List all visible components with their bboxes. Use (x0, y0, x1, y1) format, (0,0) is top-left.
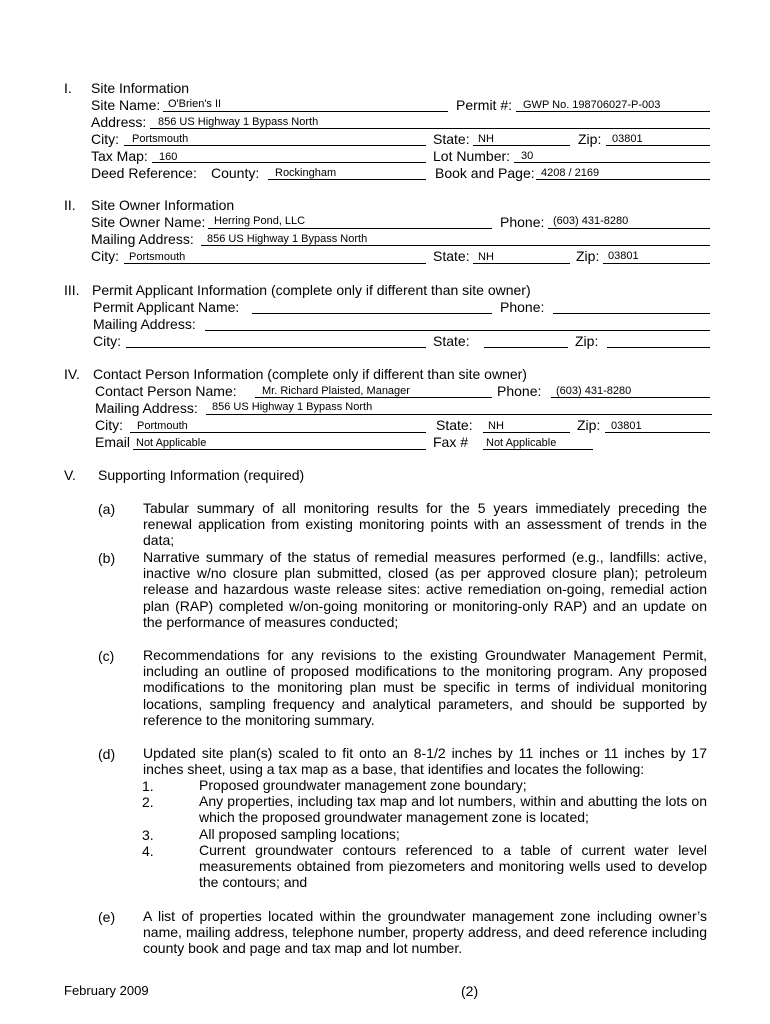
address-field[interactable]: 856 US Highway 1 Bypass North (158, 116, 319, 128)
applicant-zip-line[interactable] (607, 347, 710, 348)
applicant-phone-line[interactable] (553, 313, 710, 314)
city-label: City: (91, 131, 119, 147)
state-label: State: (433, 131, 470, 147)
applicant-city-label: City: (93, 333, 121, 349)
address-line (150, 128, 710, 129)
section-heading: Contact Person Information (complete only if different than site owner) (93, 366, 527, 382)
applicant-state-line[interactable] (484, 347, 568, 348)
owner-phone-field[interactable]: (603) 431-8280 (553, 215, 629, 227)
county-line (268, 179, 426, 180)
item-label: (e) (98, 909, 116, 925)
book-label: Book and Page: (435, 165, 535, 181)
owner-city-line (124, 263, 426, 264)
owner-state-line (473, 263, 570, 264)
zip-line (606, 145, 710, 146)
permit-label: Permit #: (456, 97, 513, 113)
owner-name-line (208, 228, 492, 229)
tax-map-line (152, 162, 426, 163)
zip-label: Zip: (578, 131, 602, 147)
owner-zip-field[interactable]: 03801 (608, 250, 639, 262)
subitem-text: Current groundwater contours referenced to a table of current water level measurements obtained from piezometers and monitoring wells used to develop the contours; and (199, 842, 707, 891)
owner-state-field[interactable]: NH (478, 251, 494, 263)
contact-phone-line (551, 397, 710, 398)
contact-email-field[interactable]: Not Applicable (136, 437, 207, 449)
contact-state-label: State: (436, 417, 473, 433)
item-label: (d) (98, 746, 116, 762)
contact-zip-line (605, 432, 710, 433)
contact-city-label: City: (95, 417, 123, 433)
contact-fax-line (483, 449, 593, 450)
item-text: Tabular summary of all monitoring results for the 5 years immediately preceding the renewal application from existing monitoring points with an assessment of trends in the data; (143, 500, 707, 549)
owner-city-field[interactable]: Portsmouth (129, 251, 186, 263)
book-line (536, 179, 710, 180)
applicant-mail-line[interactable] (205, 330, 710, 331)
contact-phone-field[interactable]: (603) 431-8280 (556, 385, 632, 397)
section-number: V. (64, 467, 76, 483)
permit-field[interactable]: GWP No. 198706027-P-003 (523, 99, 661, 111)
applicant-state-label: State: (433, 333, 470, 349)
tax-map-field[interactable]: 160 (159, 151, 178, 163)
address-label: Address: (91, 114, 147, 130)
lot-line (514, 162, 710, 163)
owner-phone-line (548, 228, 710, 229)
permit-line (516, 111, 710, 112)
applicant-phone-label: Phone: (500, 299, 545, 315)
item-label: (a) (98, 501, 116, 517)
section-heading: Supporting Information (required) (98, 467, 305, 483)
contact-fax-field[interactable]: Not Applicable (486, 437, 557, 449)
owner-phone-label: Phone: (500, 214, 545, 230)
applicant-name-line[interactable] (252, 313, 492, 314)
subitem-text: Proposed groundwater management zone boundary; (199, 777, 527, 793)
subitem-number: 3. (142, 827, 154, 843)
contact-name-field[interactable]: Mr. Richard Plaisted, Manager (262, 385, 410, 397)
section-heading: Permit Applicant Information (complete only if different than site owner) (92, 282, 531, 298)
item-text: Narrative summary of the status of remedial measures performed (e.g., landfills: active, inactive w/no closure plan submitted, closed (as per approved closure plan); petroleum release and hazardous waste release sites: active remediation on-going, remedial action plan (RAP) completed w/on-going monitoring or monitoring-only RAP) and an update on the performance of measures conducted; (143, 549, 707, 630)
city-line (124, 145, 426, 146)
contact-city-field[interactable]: Portmouth (137, 420, 188, 432)
lot-field[interactable]: 30 (521, 150, 534, 162)
owner-zip-label: Zip: (576, 248, 600, 264)
owner-state-label: State: (433, 248, 470, 264)
section-number: III. (64, 282, 80, 298)
contact-state-line (483, 432, 570, 433)
owner-mail-line (201, 245, 710, 246)
zip-field[interactable]: 03801 (612, 133, 643, 145)
footer-date: February 2009 (64, 983, 149, 998)
contact-mail-label: Mailing Address: (95, 400, 198, 416)
owner-zip-line (603, 263, 710, 264)
section-number: II. (64, 197, 76, 213)
contact-zip-label: Zip: (577, 417, 601, 433)
county-label: County: (211, 165, 260, 181)
owner-mail-field[interactable]: 856 US Highway 1 Bypass North (207, 233, 368, 245)
owner-city-label: City: (91, 248, 119, 264)
contact-name-line (255, 397, 492, 398)
contact-email-label: Email (95, 434, 131, 450)
item-label: (b) (98, 550, 116, 566)
city-field[interactable]: Portsmouth (132, 133, 189, 145)
subitem-text: Any properties, including tax map and lot numbers, within and abutting the lots on which the proposed groundwater management zone is located; (199, 793, 707, 826)
section-number: I. (64, 80, 72, 96)
contact-mail-line (206, 414, 712, 415)
contact-fax-label: Fax # (433, 434, 469, 450)
contact-zip-field[interactable]: 03801 (611, 420, 642, 432)
applicant-zip-label: Zip: (575, 333, 599, 349)
contact-mail-field[interactable]: 856 US Highway 1 Bypass North (212, 401, 373, 413)
section-heading: Site Owner Information (91, 197, 235, 213)
tax-map-label: Tax Map: (91, 148, 148, 164)
subitem-number: 1. (142, 778, 154, 794)
contact-email-line (133, 449, 426, 450)
subitem-text: All proposed sampling locations; (199, 826, 400, 842)
site-name-line (163, 111, 448, 112)
book-field[interactable]: 4208 / 2169 (541, 167, 600, 179)
owner-name-label: Site Owner Name: (91, 214, 206, 230)
site-name-field[interactable]: O'Brien's II (168, 98, 222, 110)
section-heading: Site Information (91, 80, 190, 96)
applicant-city-line[interactable] (126, 347, 426, 348)
deed-label: Deed Reference: (91, 165, 197, 181)
county-field[interactable]: Rockingham (275, 167, 337, 179)
owner-name-field[interactable]: Herring Pond, LLC (214, 215, 306, 227)
subitem-number: 2. (142, 794, 154, 810)
section-number: IV. (64, 366, 80, 382)
item-text: Updated site plan(s) scaled to fit onto an 8-1/2 inches by 11 inches or 11 inches by 17 inches sheet, using a tax map as a base, that identifies and locates the following: (143, 745, 707, 778)
item-text: A list of properties located within the groundwater management zone including owner’s name, mailing address, telephone number, property address, and deed reference including county book and page and tax map and lot number. (143, 908, 707, 957)
item-text: Recommendations for any revisions to the existing Groundwater Management Permit, including an outline of proposed modifications to the monitoring program. Any proposed modifications to the monitoring plan must be specific in terms of individual monitoring locations, sampling frequency and analytical parameters, and should be supported by reference to the monitoring summary. (143, 647, 707, 728)
owner-mail-label: Mailing Address: (91, 231, 194, 247)
applicant-mail-label: Mailing Address: (93, 316, 196, 332)
lot-label: Lot Number: (433, 148, 511, 164)
contact-phone-label: Phone: (497, 383, 542, 399)
contact-city-line (130, 432, 426, 433)
applicant-name-label: Permit Applicant Name: (93, 299, 240, 315)
state-field[interactable]: NH (478, 133, 494, 145)
state-line (473, 145, 570, 146)
site-name-label: Site Name: (91, 97, 161, 113)
page-number: (2) (461, 983, 479, 999)
contact-name-label: Contact Person Name: (95, 383, 237, 399)
contact-state-field[interactable]: NH (488, 420, 504, 432)
item-label: (c) (98, 648, 115, 664)
subitem-number: 4. (142, 843, 154, 859)
